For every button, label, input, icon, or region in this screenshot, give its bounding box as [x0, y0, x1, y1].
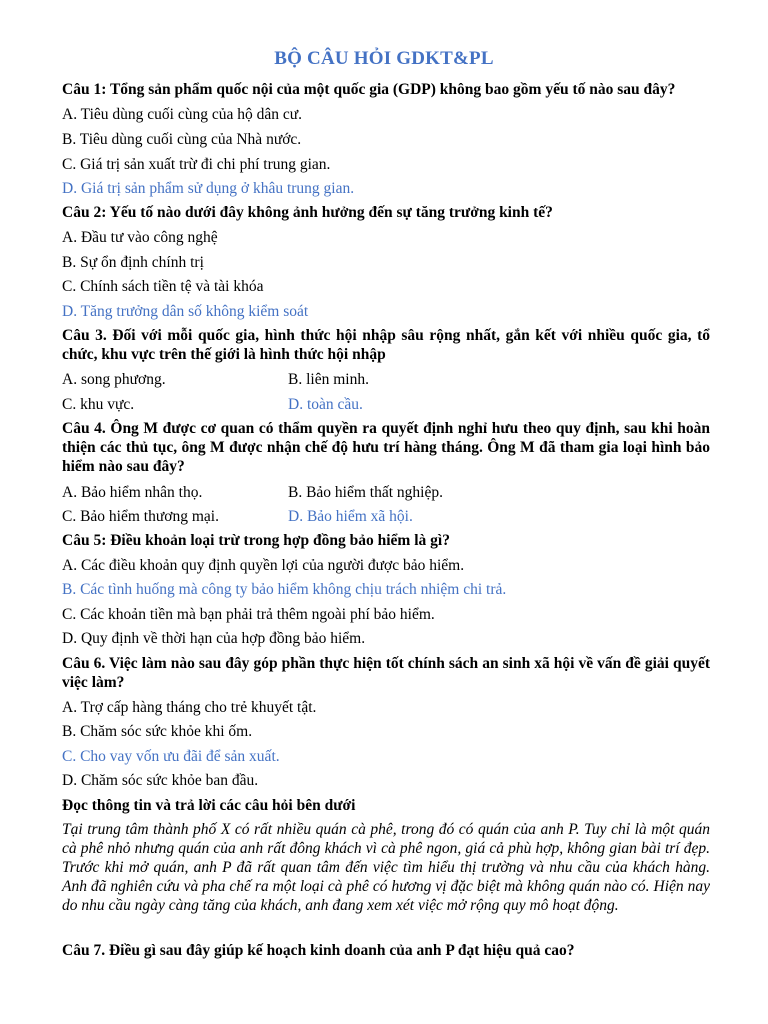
question-7: Câu 7. Điều gì sau đây giúp kế hoạch kinh doanh của anh P đạt hiệu quả cao?: [62, 942, 575, 959]
q3-option-c: C. khu vực.: [62, 396, 135, 413]
reading-passage: Tại trung tâm thành phố X có rất nhiều quán cà phê, trong đó có quán của anh P. Tuy chỉ là một quán cà phê nhỏ nhưng quán của anh rất đông khách vì cà phê ngon, giá cả phù hợp, không gian bài trí đẹp. Trước khi mở quán, anh P đã rất quan tâm đến việc tìm hiểu thị trường và nhu cầu của khách hàng. Anh đã nghiên cứu và pha chế ra một loại cà phê có hương vị đặc biệt mà không quán nào có. Hiện nay do nhu cầu ngày càng tăng của khách, anh đang xem xét việc mở rộng quy mô hoạt động.: [62, 821, 710, 914]
q3-option-d-answer: D. toàn cầu.: [288, 396, 363, 413]
q2-option-b: B. Sự ổn định chính trị: [62, 254, 204, 271]
q6-option-d: D. Chăm sóc sức khỏe ban đầu.: [62, 772, 259, 789]
q1-option-c: C. Giá trị sản xuất trừ đi chi phí trung gian.: [62, 156, 331, 173]
q6-option-a: A. Trợ cấp hàng tháng cho trẻ khuyết tật.: [62, 699, 317, 716]
q2-option-c: C. Chính sách tiền tệ và tài khóa: [62, 278, 264, 295]
q6-option-b: B. Chăm sóc sức khỏe khi ốm.: [62, 723, 253, 740]
q4-option-d-answer: D. Bảo hiểm xã hội.: [288, 508, 413, 525]
q1-option-a: A. Tiêu dùng cuối cùng của hộ dân cư.: [62, 106, 303, 123]
q3-option-b: B. liên minh.: [288, 371, 369, 388]
question-5: Câu 5: Điều khoản loại trừ trong hợp đồng bảo hiểm là gì?: [62, 532, 450, 549]
q1-option-d-answer: D. Giá trị sản phẩm sử dụng ở khâu trung gian.: [62, 180, 355, 197]
reading-heading: Đọc thông tin và trả lời các câu hỏi bên dưới: [62, 797, 356, 814]
q4-option-c: C. Bảo hiểm thương mại.: [62, 508, 219, 525]
question-3: Câu 3. Đối với mỗi quốc gia, hình thức hội nhập sâu rộng nhất, gắn kết với nhiều quốc gia, tổ chức, khu vực trên thế giới là hình thức hội nhập: [62, 327, 710, 363]
q4-option-b: B. Bảo hiểm thất nghiệp.: [288, 484, 443, 501]
question-2: Câu 2: Yếu tố nào dưới đây không ảnh hưởng đến sự tăng trưởng kinh tế?: [62, 204, 553, 221]
q3-option-a: A. song phương.: [62, 371, 166, 388]
question-4: Câu 4. Ông M được cơ quan có thẩm quyền ra quyết định nghỉ hưu theo quy định, sau khi hoàn thiện các thủ tục, ông M được nhận chế độ hưu trí hàng tháng. Ông M đã tham gia loại hình bảo hiểm nào sau đây?: [62, 420, 710, 475]
q5-option-c: C. Các khoản tiền mà bạn phải trả thêm ngoài phí bảo hiểm.: [62, 606, 435, 623]
question-6: Câu 6. Việc làm nào sau đây góp phần thực hiện tốt chính sách an sinh xã hội về vấn đề giải quyết việc làm?: [62, 655, 710, 691]
q1-option-b: B. Tiêu dùng cuối cùng của Nhà nước.: [62, 131, 302, 148]
q6-option-c-answer: C. Cho vay vốn ưu đãi để sản xuất.: [62, 748, 280, 765]
q4-option-a: A. Bảo hiểm nhân thọ.: [62, 484, 203, 501]
document-title: BỘ CÂU HỎI GDKT&PL: [274, 48, 494, 69]
q5-option-a: A. Các điều khoản quy định quyền lợi của người được bảo hiểm.: [62, 557, 465, 574]
q5-option-b-answer: B. Các tình huống mà công ty bảo hiểm không chịu trách nhiệm chi trả.: [62, 581, 507, 598]
q2-option-d-answer: D. Tăng trưởng dân số không kiểm soát: [62, 303, 309, 320]
q2-option-a: A. Đầu tư vào công nghệ: [62, 229, 218, 246]
question-1: Câu 1: Tổng sản phẩm quốc nội của một quốc gia (GDP) không bao gồm yếu tố nào sau đây?: [62, 81, 676, 98]
q5-option-d: D. Quy định về thời hạn của hợp đồng bảo hiểm.: [62, 630, 366, 647]
